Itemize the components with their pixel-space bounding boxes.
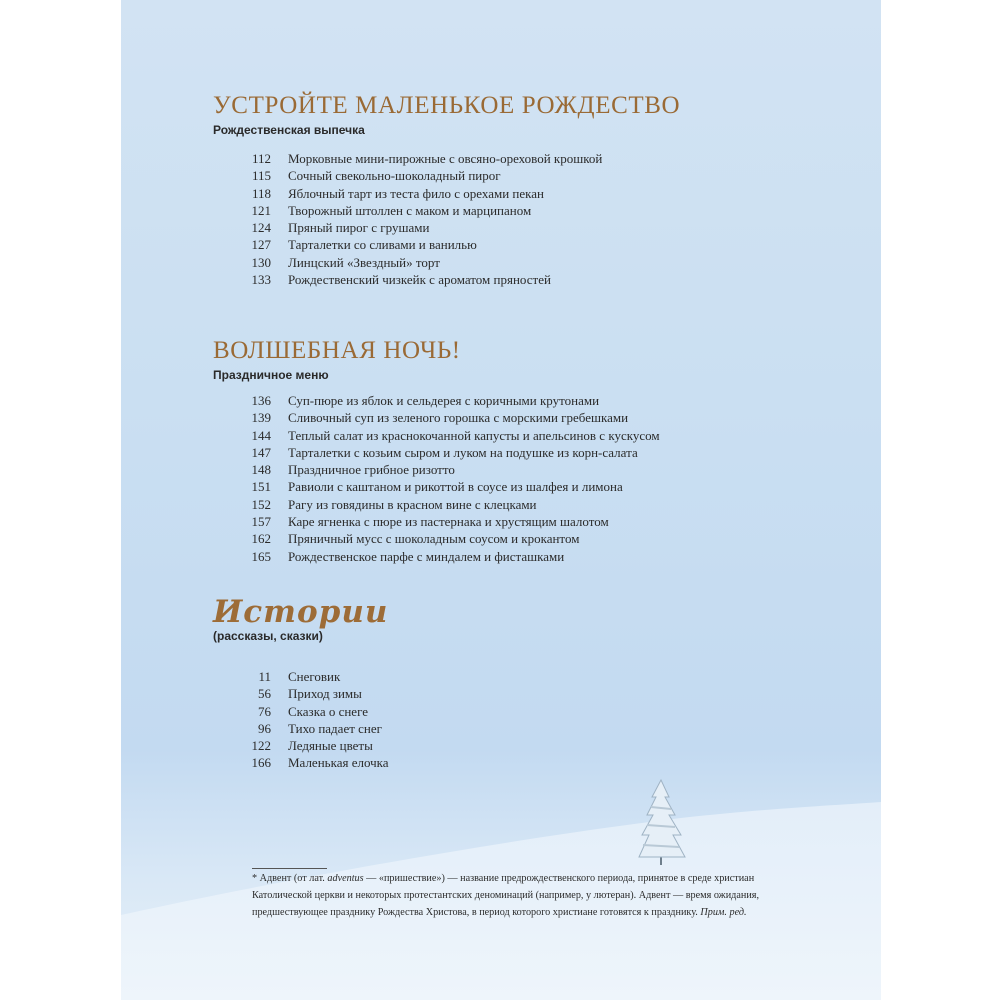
footnote-editor-note: Прим. ред. (700, 907, 747, 918)
toc-item-title: Суп-пюре из яблок и сельдерея с коричными крутонами (288, 393, 600, 408)
toc-item[interactable] (213, 461, 660, 478)
toc-page-number: 136 (251, 393, 271, 408)
toc-item-title: Праздничное грибное ризотто (288, 462, 455, 478)
toc-item[interactable] (213, 668, 389, 685)
toc-item[interactable] (213, 427, 660, 444)
toc-page-number: 96 (258, 720, 271, 736)
toc-item[interactable] (213, 392, 660, 409)
toc-page-number: 144 (251, 427, 271, 443)
footnote-divider (252, 868, 327, 869)
toc-page-number: 130 (251, 254, 271, 270)
toc-item[interactable] (213, 754, 389, 771)
section-title: УСТРОЙТЕ МАЛЕНЬКОЕ РОЖДЕСТВО (213, 92, 681, 119)
section-holiday-menu (213, 337, 833, 564)
section-christmas-baking (213, 92, 833, 288)
toc-item[interactable] (213, 219, 602, 236)
toc-item[interactable] (213, 478, 660, 495)
toc-page-number: 147 (251, 444, 271, 460)
section-subtitle: Рождественская выпечка (213, 123, 365, 137)
toc-page-number: 127 (251, 237, 271, 253)
toc-item[interactable] (213, 530, 660, 547)
toc-page-number: 152 (251, 496, 271, 512)
toc-item-title: Рождественское парфе с миндалем и фисташками (288, 548, 565, 564)
toc-item-title: Сочный свекольно-шоколадный пирог (288, 168, 501, 184)
toc-item-title: Равиоли с каштаном и рикоттой в соусе из шалфея и лимона (288, 479, 623, 495)
toc-page-number: 139 (251, 410, 271, 426)
toc-item[interactable] (213, 720, 389, 737)
toc-item-title: Тарталетки с козьим сыром и луком на подушке из корн-салата (288, 444, 638, 460)
toc-list (213, 668, 389, 772)
section-title: ВОЛШЕБНАЯ НОЧЬ! (213, 337, 461, 364)
footnote-text-body: — «пришествие») — название предрождественского периода, принятое в среде христиан Католической церкви и некоторых протестантских деноминаций (например, у лютеран). Адвент — время ожидания, предшествующее празднику Рождества Христова, в период которого христиане готовятся к празднику. (252, 873, 760, 918)
toc-item[interactable] (213, 236, 602, 253)
section-subtitle: Праздничное меню (213, 368, 329, 382)
footnote-text-start: * Адвент (от лат. (252, 873, 328, 884)
toc-item[interactable] (213, 685, 389, 702)
toc-item[interactable] (213, 703, 389, 720)
toc-item-title: Пряный пирог с грушами (288, 220, 430, 236)
toc-page-number: 56 (258, 686, 271, 702)
toc-page-number: 157 (251, 514, 271, 530)
toc-item-title: Сказка о снеге (288, 703, 369, 719)
toc-item[interactable] (213, 409, 660, 426)
section-subtitle: (рассказы, сказки) (213, 629, 323, 643)
toc-item[interactable] (213, 202, 602, 219)
toc-item[interactable] (213, 737, 389, 754)
toc-page-number: 11 (258, 669, 271, 684)
toc-item[interactable] (213, 444, 660, 461)
toc-item-title: Приход зимы (288, 686, 362, 702)
toc-page-number: 118 (251, 185, 271, 201)
toc-page-number: 148 (251, 462, 271, 478)
toc-list (213, 392, 660, 565)
toc-item-title: Тарталетки со сливами и ванилью (288, 237, 477, 253)
toc-item-title: Сливочный суп из зеленого горошка с морскими гребешками (288, 410, 629, 426)
toc-list (213, 150, 602, 288)
toc-item-title: Творожный штоллен с маком и марципаном (288, 202, 532, 218)
toc-item-title: Каре ягненка с пюре из пастернака и хрустящим шалотом (288, 514, 609, 530)
toc-item[interactable] (213, 513, 660, 530)
footnote-latin-term: adventus (327, 873, 364, 884)
toc-item[interactable] (213, 496, 660, 513)
footnote (252, 870, 792, 921)
toc-item-title: Рагу из говядины в красном вине с клецками (288, 496, 537, 512)
toc-item[interactable] (213, 548, 660, 565)
toc-page-number: 166 (251, 755, 271, 771)
toc-page-number: 121 (251, 202, 271, 218)
toc-page-number: 151 (251, 479, 271, 495)
toc-item-title: Линцский «Звездный» торт (288, 254, 440, 270)
toc-item-title: Морковные мини-пирожные с овсяно-ореховой крошкой (288, 151, 603, 166)
toc-page-number: 115 (251, 168, 271, 184)
toc-item-title: Ледяные цветы (288, 738, 373, 754)
toc-page-number: 133 (251, 272, 271, 288)
toc-item-title: Пряничный мусс с шоколадным соусом и крокантом (288, 531, 580, 547)
toc-item-title: Снеговик (288, 669, 341, 684)
toc-item-title: Рождественский чизкейк с ароматом пряностей (288, 272, 551, 288)
section-title: Истории (213, 594, 389, 630)
toc-page-number: 124 (251, 220, 271, 236)
toc-page-number: 76 (258, 703, 271, 719)
section-stories (213, 594, 833, 771)
toc-item[interactable] (213, 254, 602, 271)
toc-item-title: Яблочный тарт из теста фило с орехами пекан (288, 185, 545, 201)
toc-item[interactable] (213, 150, 602, 167)
toc-page-number: 112 (251, 151, 271, 166)
toc-item-title: Теплый салат из краснокочанной капусты и апельсинов с кускусом (288, 427, 660, 443)
toc-item[interactable] (213, 271, 602, 288)
toc-page-number: 162 (251, 531, 271, 547)
toc-page-number: 122 (251, 738, 271, 754)
toc-item-title: Маленькая елочка (288, 755, 389, 771)
toc-item[interactable] (213, 167, 602, 184)
toc-item-title: Тихо падает снег (288, 720, 382, 736)
toc-item[interactable] (213, 185, 602, 202)
book-page (121, 0, 881, 1000)
toc-page-number: 165 (251, 548, 271, 564)
